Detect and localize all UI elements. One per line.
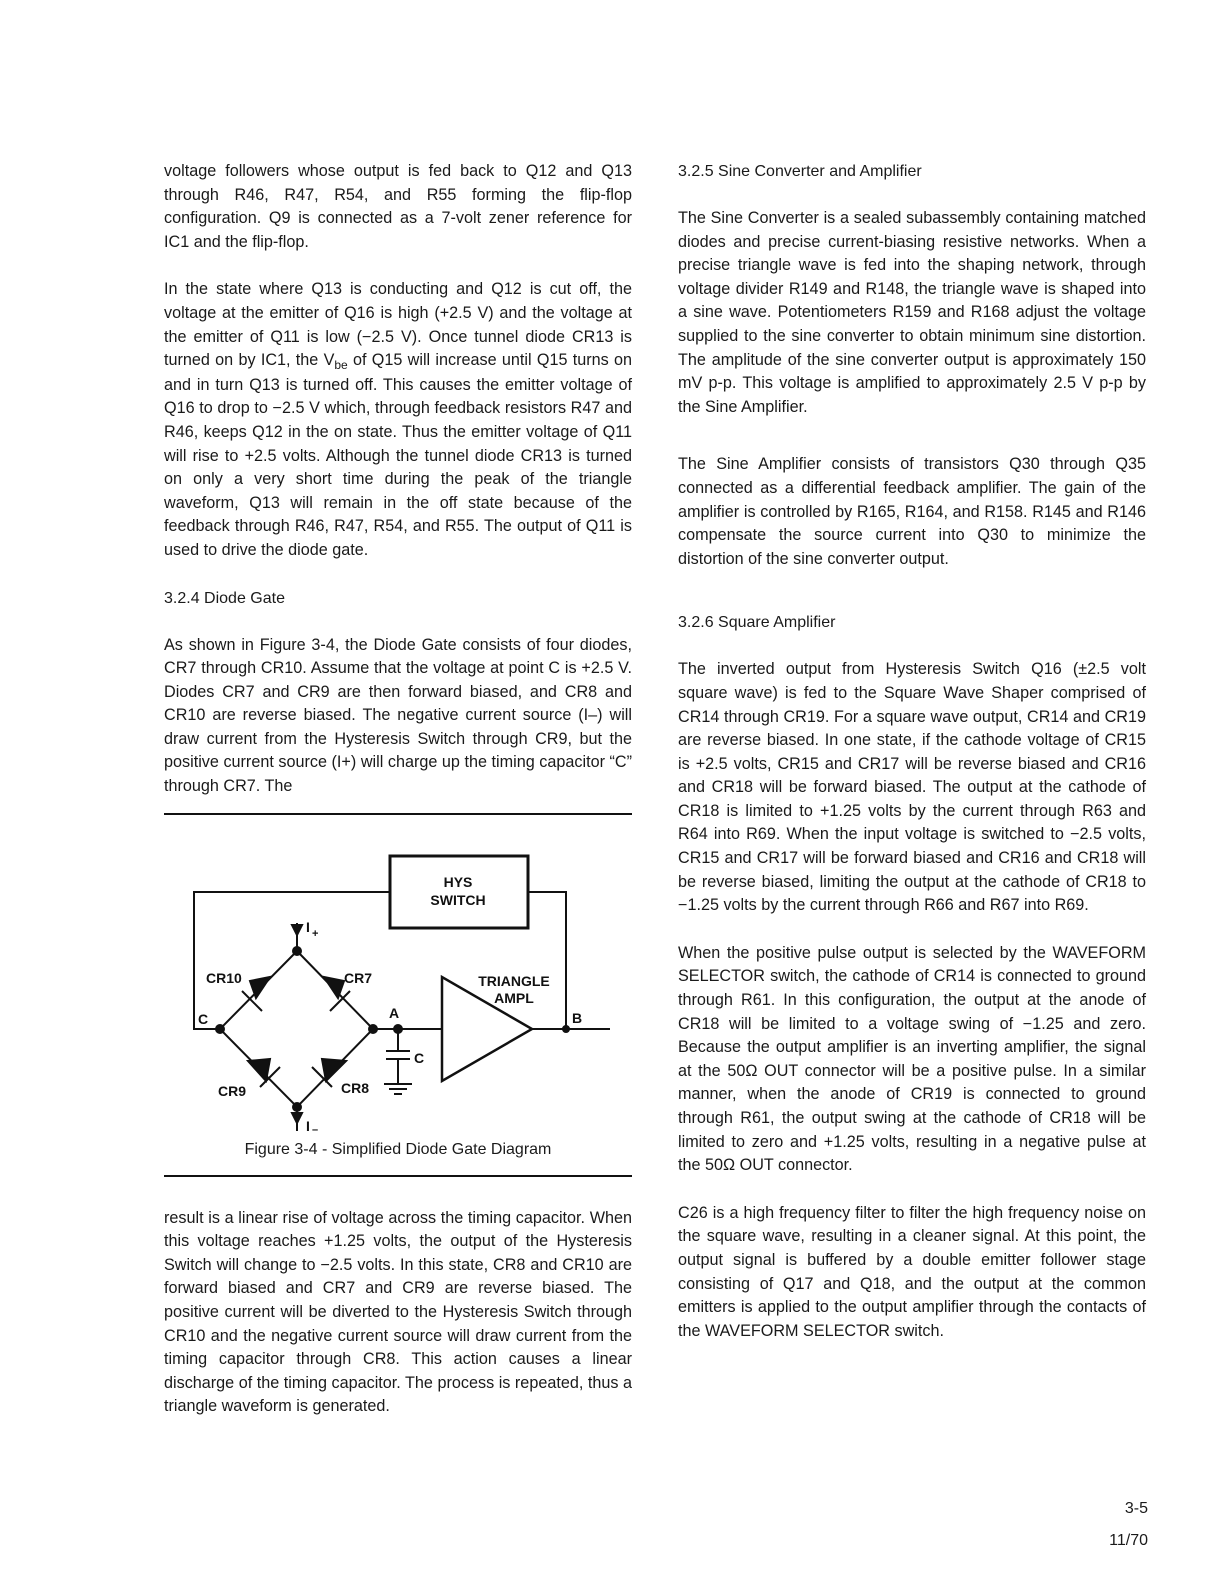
svg-text:CR7: CR7 xyxy=(344,969,373,986)
svg-text:CR8: CR8 xyxy=(341,1079,370,1096)
svg-text:HYS: HYS xyxy=(443,873,473,890)
paragraph-diode-gate: As shown in Figure 3-4, the Diode Gate consists of four diodes, CR7 through CR10. Assume that the voltage at point C is +2.5 V. Diodes CR7 and CR9 are then forward biased, and CR8 and CR10 are reverse biased. The negative current source (I–) will draw current from the Hysteresis Switch through CR9, but the positive current source (I+) will charge up the timing capacitor “C” through CR7. The xyxy=(164,635,632,796)
paragraph-sine-converter: The Sine Converter is a sealed subassembly containing matched diodes and precise current-biasing resistive networks. When a precise triangle wave is fed into the shaping network, through voltage divider R149 and R148, the triangle wave is shaped into a sine wave. Potentiometers R159 and R168 adjust the voltage supplied to the sine converter to obtain minimum sine distortion. The amplitude of the sine converter output is approximately 150 mV p-p. This voltage is amplified to approximately 2.5 V p-p by the Sine Amplifier. xyxy=(678,209,1146,416)
figure-top-rule xyxy=(164,813,632,815)
svg-text:B: B xyxy=(572,1009,583,1026)
svg-text:I: I xyxy=(306,1117,310,1131)
paragraph-sine-amplifier: The Sine Amplifier consists of transistors Q30 through Q35 connected as a differential feedback amplifier. The gain of the amplifier is controlled by R165, R164, and R158. R145 and R146 compensate the source current into Q30 to minimize the distortion of the sine converter output. xyxy=(678,455,1146,568)
section-heading-3-2-6: 3.2.6 Square Amplifier xyxy=(678,614,836,632)
i-minus-arrow-icon xyxy=(292,1113,302,1123)
figure-caption: Figure 3-4 - Simplified Diode Gate Diagram xyxy=(244,1140,552,1158)
i-plus-arrow-icon xyxy=(292,925,302,935)
svg-text:–: – xyxy=(312,1123,319,1131)
svg-text:SWITCH: SWITCH xyxy=(430,891,486,908)
svg-text:CR10: CR10 xyxy=(206,969,242,986)
section-heading-3-2-4: 3.2.4 Diode Gate xyxy=(164,589,285,607)
paragraph-pulse-output: When the positive pulse output is selected by the WAVEFORM SELECTOR switch, the cathode of CR14 is connected to ground through R61. In this configuration, the output at the anode of CR18 will be limited to a voltage swing of −1.25 and zero. Because the output amplifier is an inverting amplifier, the signal at the 50Ω OUT connector will be a positive pulse. In a similar manner, when the anode of CR19 is connected to ground through R61, the output swing at the cathode of CR18 will be limited to zero and +1.25 volts, resulting in a negative pulse at the 50Ω OUT connector. xyxy=(678,943,1146,1175)
cr9-diode-icon xyxy=(248,1059,270,1081)
cr8-diode-icon xyxy=(322,1059,346,1081)
figure-bottom-rule xyxy=(164,1175,632,1177)
svg-text:C: C xyxy=(414,1049,425,1066)
paragraph-hysteresis-state: In the state where Q13 is conducting and Q12 is cut off, the voltage at the emitter of Q16 is high (+2.5 V) and the voltage at the emitter of Q11 is low (−2.5 V). Once tunnel diode CR13 is turned on by IC1, the $V_{be}$ of Q15 will increase until Q15 turns on and in turn Q13 is turned off. This causes the emitter voltage of Q16 to drop to −2.5 V which, through feedback resistors R47 and R46, keeps Q12 in the on state. Thus the emitter voltage of Q11 will rise to +2.5 volts. Although the tunnel diode CR13 is turned on only a very short time during the peak of the triangle waveform, Q13 will remain in the off state because of the feedback through R46, R47, R54, and R55. The output of Q11 is used to drive the diode gate. xyxy=(164,280,632,559)
svg-text:AMPL: AMPL xyxy=(494,989,534,1006)
diode-gate-diagram xyxy=(180,831,620,1131)
svg-text:+: + xyxy=(312,927,319,940)
right-column xyxy=(678,160,1146,1343)
paragraph-flip-flop-intro: voltage followers whose output is fed back to Q12 and Q13 through R46, R47, R54, and R55 forming the flip-flop configuration. Q9 is connected as a 7-volt zener reference for IC1 and the flip-flop. xyxy=(164,162,632,251)
section-heading-3-2-5: 3.2.5 Sine Converter and Amplifier xyxy=(678,163,922,180)
left-column xyxy=(164,160,632,1419)
svg-text:I: I xyxy=(306,918,310,935)
svg-text:CR9: CR9 xyxy=(218,1082,247,1099)
paragraph-square-wave-shaper: The inverted output from Hysteresis Switch Q16 (±2.5 volt square wave) is fed to the Square Wave Shaper comprised of CR14 through CR19. For a square wave output, CR14 and CR19 are reverse biased. In one state, if the cathode voltage of CR15 is +2.5 volts, CR15 and CR17 will be reverse biased and CR16 and CR18 will be forward biased. The output at the cathode of CR18 is limited to +1.25 volts by the current through R63 and R64 into R69. When the input voltage is switched to −2.5 volts, CR15 and CR17 will be forward biased and CR16 and CR18 will be reverse biased, limiting the output at the cathode of CR18 to −1.25 volts by the current through R66 and R67 into R69. xyxy=(678,660,1146,915)
svg-text:TRIANGLE: TRIANGLE xyxy=(478,972,550,989)
paragraph-diode-gate-result: result is a linear rise of voltage across the timing capacitor. When this voltage reaches +1.25 volts, the output of the Hysteresis Switch will change to −2.5 volts. In this state, CR8 and CR10 are forward biased and CR7 and CR9 are reverse biased. The positive current will be diverted to the Hysteresis Switch through CR10 and the negative current source will draw current from the timing capacitor through CR8. This action causes a linear discharge of the timing capacitor. The process is repeated, thus a triangle waveform is generated. xyxy=(164,1208,632,1416)
paragraph-filter-buffer: C26 is a high frequency filter to filter the high frequency noise on the square wave, resulting in a cleaner signal. At this point, the output signal is buffered by a double emitter follower stage consisting of Q17 and Q18, and the output at the common emitters is applied to the output amplifier through the contacts of the WAVEFORM SELECTOR switch. xyxy=(678,1203,1146,1340)
page-number: 3-5 xyxy=(1124,1500,1148,1517)
svg-text:A: A xyxy=(389,1004,400,1021)
revision-date: 11/70 xyxy=(1109,1532,1148,1549)
figure-3-4 xyxy=(164,813,632,1191)
svg-text:C: C xyxy=(198,1010,209,1027)
